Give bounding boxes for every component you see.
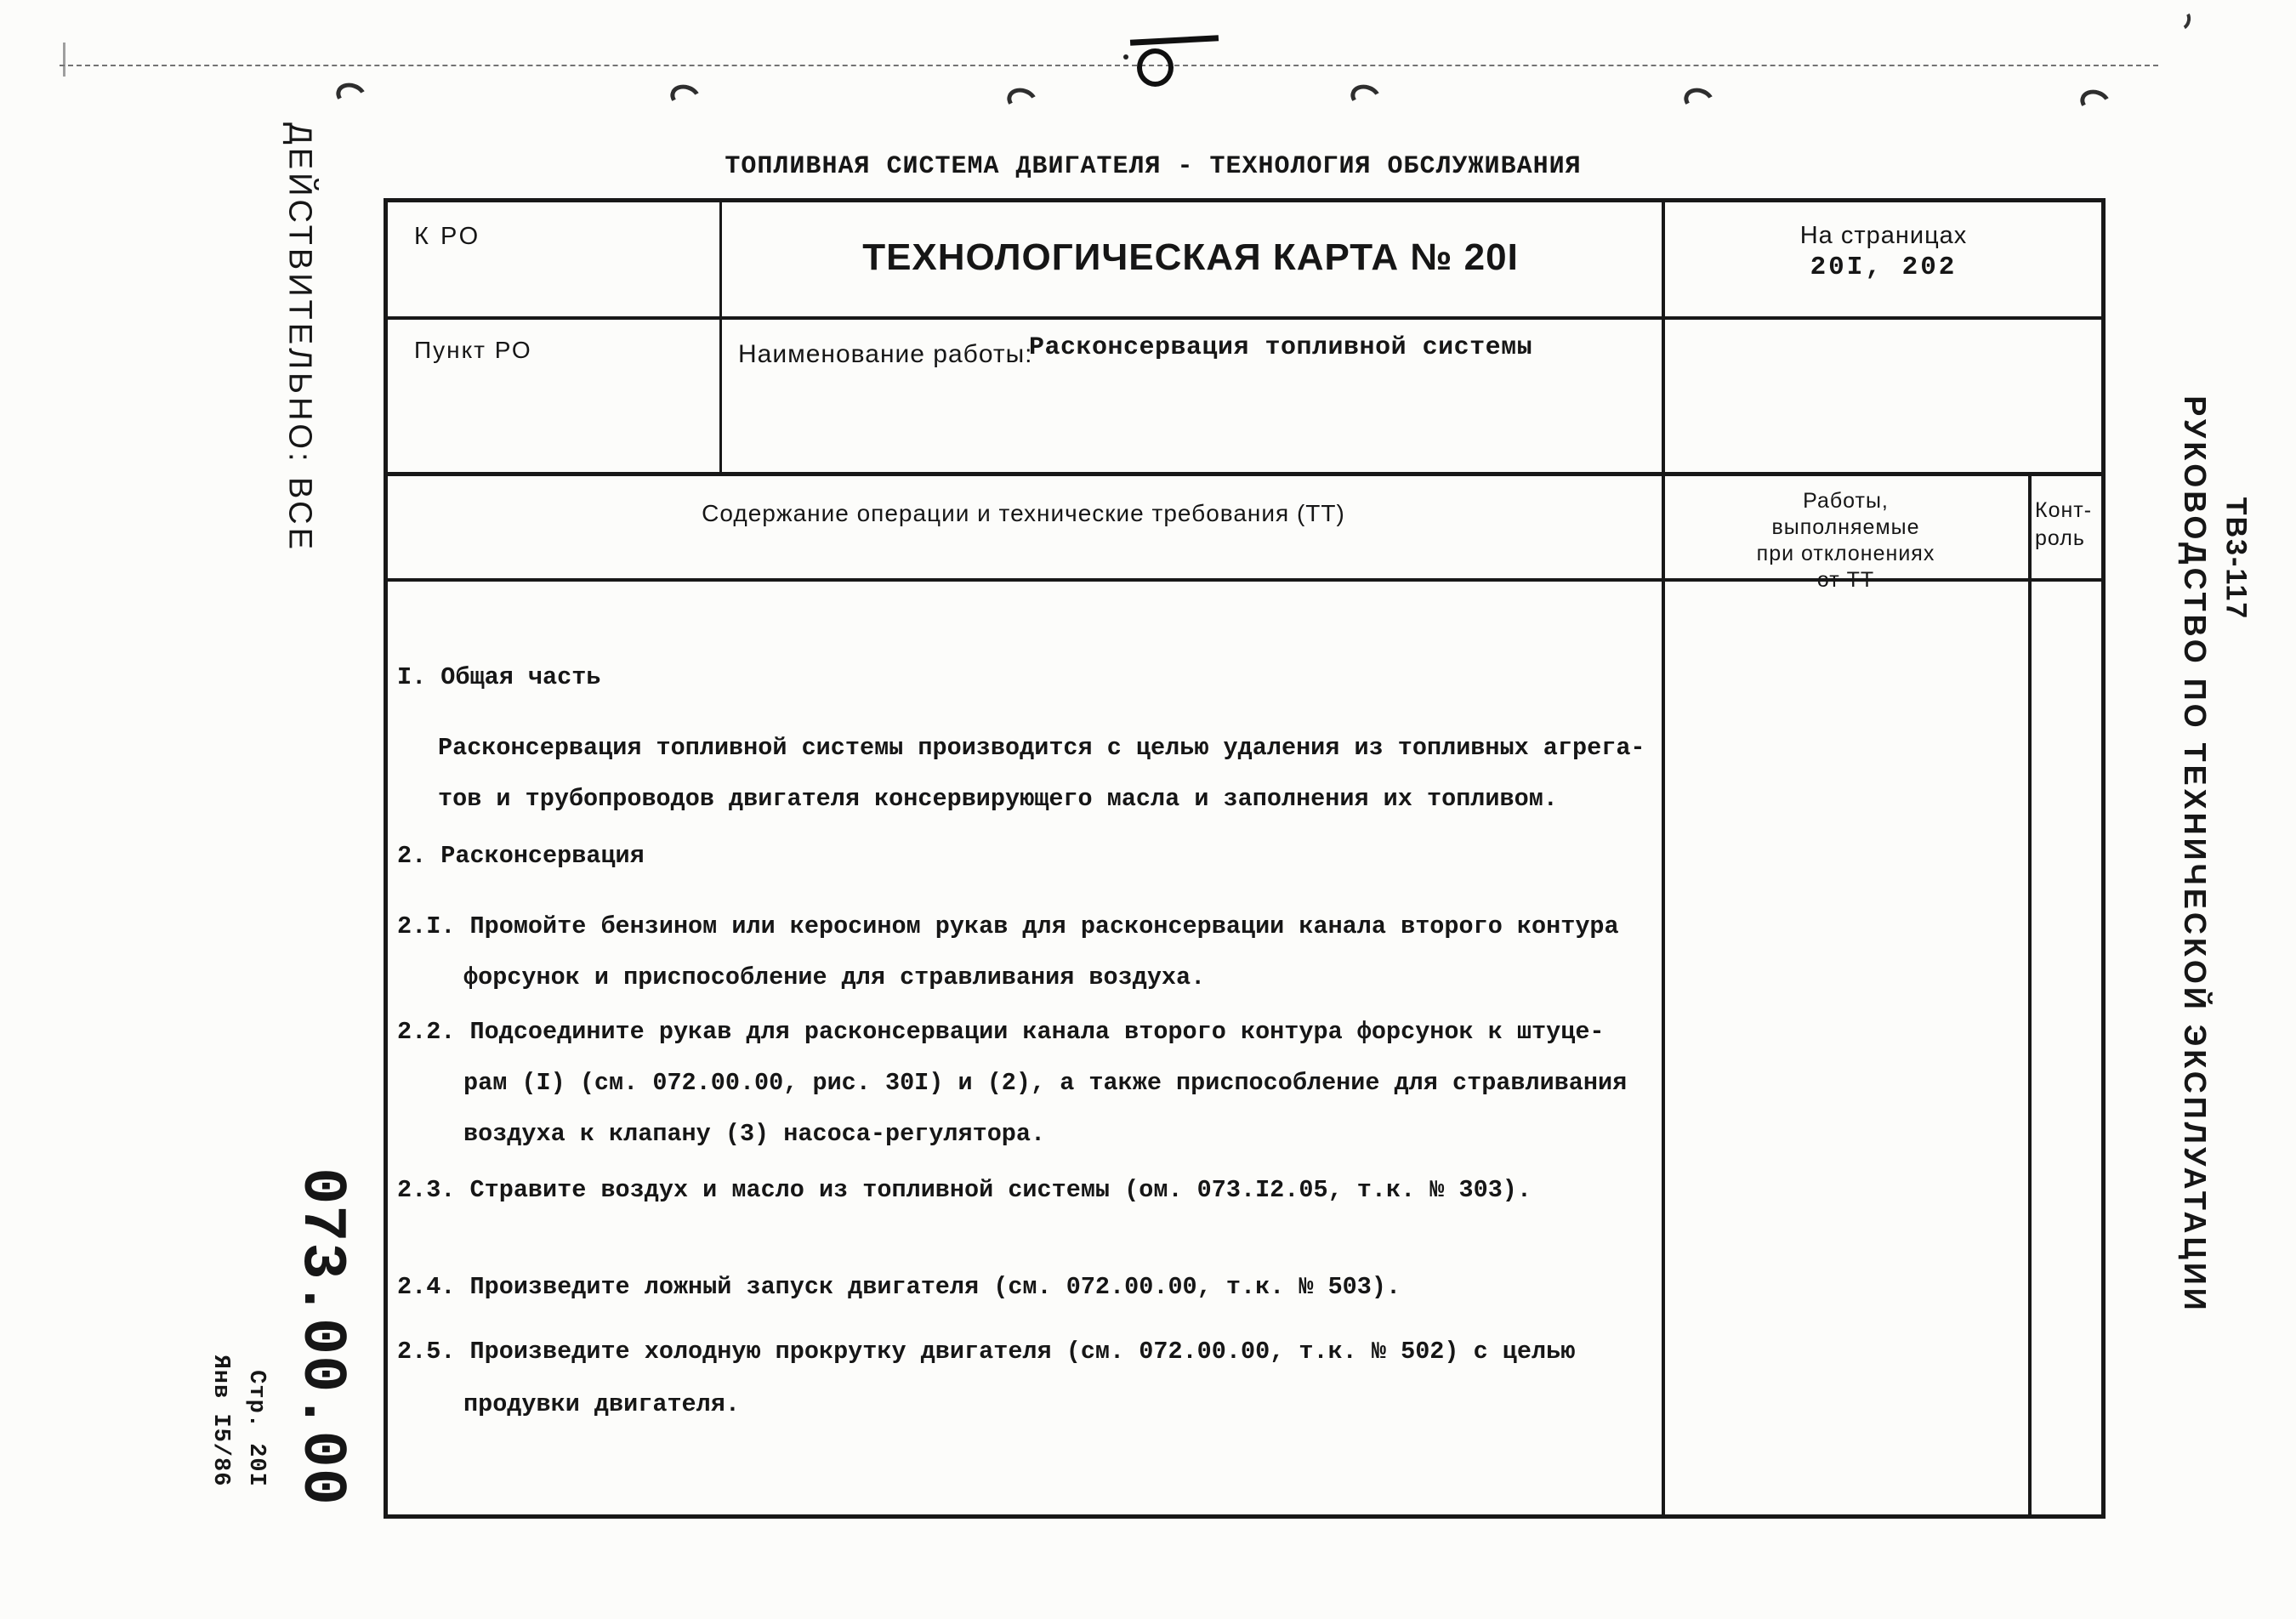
section-2-heading: 2. Расконсервация — [397, 842, 645, 870]
step-2-2-line: рам (I) (см. 072.00.00, рис. 30I) и (2), а также приспособление для стравливания — [463, 1069, 1628, 1097]
validity-stamp: ДЕЙСТВИТЕЛЬНО: ВСЕ — [281, 122, 318, 553]
handwritten-mark-bar — [1130, 35, 1219, 45]
punch-arc-mark — [1348, 81, 1384, 113]
page-header-title: ТОПЛИВНАЯ СИСТЕМА ДВИГАТЕЛЯ - ТЕХНОЛОГИЯ ОБСЛУЖИВАНИЯ — [725, 152, 1582, 181]
step-2-1-line: 2.I. Промойте бензином или керосином рукав для расконсервации канала второго контура — [397, 912, 1619, 940]
step-2-2-line: воздуха к клапану (3) насоса-регулятора. — [463, 1120, 1046, 1148]
step-2-4-line: 2.4. Произведите ложный запуск двигателя (см. 072.00.00, т.к. № 503). — [397, 1273, 1401, 1301]
punch-arc-mark — [2077, 86, 2114, 118]
cell-punkt-ro: Пункт РО — [414, 337, 532, 363]
punch-arc-mark — [1681, 84, 1718, 116]
paragraph-line: тов и трубопроводов двигателя консервирующего масла и заполнения их топливом. — [438, 785, 1558, 813]
revision-date-stamp: Янв I5/86 — [207, 1355, 233, 1487]
step-2-1-line: форсунок и приспособление для стравливания воздуха. — [463, 963, 1206, 991]
engine-model-stamp: ТВ3-117 — [2219, 497, 2253, 621]
row2-divider — [384, 472, 2106, 476]
cell-pages — [1662, 219, 2106, 284]
paragraph-line: Расконсервация топливной системы производится с целью удаления из топливных агрега- — [438, 734, 1645, 762]
step-2-3-line: 2.3. Стравите воздух и масло из топливной системы (ом. 073.I2.05, т.к. № 303). — [397, 1176, 1532, 1204]
pages-value: 20I, 202 — [1810, 253, 1958, 282]
cell-k-ro: К РО — [414, 223, 481, 250]
step-2-5-line: 2.5. Произведите холодную прокрутку двигателя (см. 072.00.00, т.к. № 502) с целью — [397, 1338, 1576, 1366]
tear-dashed-line — [60, 65, 2158, 66]
edge-tick-mark — [63, 43, 65, 77]
manual-title-stamp: РУКОВОДСТВО ПО ТЕХНИЧЕСКОЙ ЭКСПЛУАТАЦИИ — [2178, 395, 2213, 1314]
handwritten-mark-dot — [1123, 54, 1128, 60]
handwritten-mark-b — [1137, 48, 1174, 87]
punch-arc-mark — [333, 79, 370, 111]
step-2-5-line: продувки двигателя. — [463, 1390, 740, 1418]
pages-label: На страницах — [1799, 222, 1968, 249]
column-header-deviations: Работы, выполняемые при отклонениях от ТТ — [1756, 489, 1935, 592]
corner-arc-mark — [2169, 7, 2193, 33]
work-name-label: Наименование работы: — [738, 340, 1033, 368]
section-1-heading: I. Общая часть — [397, 663, 601, 691]
row1-divider — [384, 316, 2106, 320]
punch-arc-mark — [1004, 84, 1041, 116]
step-2-2-line: 2.2. Подсоедините рукав для расконсервации канала второго контура форсунок к штуце- — [397, 1018, 1605, 1046]
document-number-stamp: 073.00.00 — [287, 1167, 356, 1506]
operations-text — [384, 633, 1676, 1423]
card-title: ТЕХНОЛОГИЧЕСКАЯ КАРТА № 20I — [862, 236, 1519, 278]
column-header-control: Конт- роль — [2035, 498, 2093, 550]
punch-arc-mark — [668, 81, 704, 113]
page-number-stamp: Стр. 20I — [243, 1370, 269, 1487]
work-name-value: Расконсервация топливной системы — [1029, 333, 1533, 362]
column-header-content: Содержание операции и технические требования (ТТ) — [702, 500, 1345, 526]
control-column-divider — [2028, 474, 2032, 1519]
